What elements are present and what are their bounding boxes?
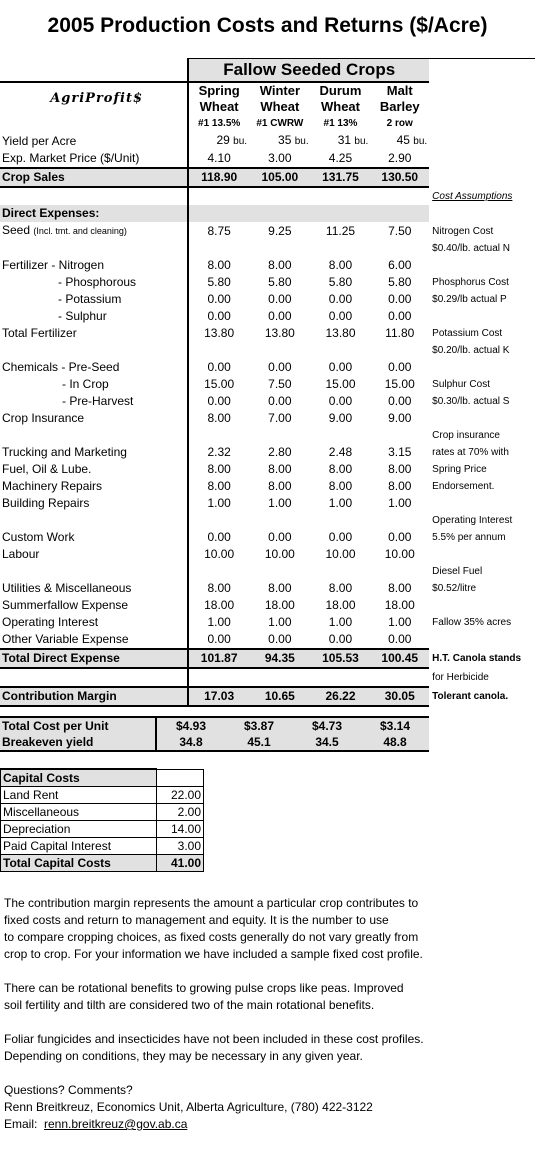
direct-expenses-header-row: Direct Expenses:: [0, 205, 535, 222]
section-header-row: [0, 59, 535, 83]
capital-row: Land Rent 22.00: [1, 787, 204, 804]
fertilizer-p-row: - Phosphorous 5.80 5.80 5.80 5.80 Phosphorus Cost: [58, 275, 509, 289]
capital-costs-total: Total Capital Costs 41.00: [1, 855, 204, 872]
agriprofit-logo: AgriProfit$: [50, 91, 144, 106]
blank-row: $0.20/lb. actual K: [0, 342, 535, 359]
cost-per-unit-table: [0, 716, 429, 752]
blank-row: Crop insurance: [0, 427, 535, 444]
contribution-margin-row: Contribution Margin 17.03 10.65 26.22 30.05 Tolerant canola.: [0, 687, 535, 706]
rotation-paragraph: There can be rotational benefits to growing pulse crops like peas. Improved soil fertility and tilth are considered two of the main rotational benefits.: [4, 981, 404, 1012]
fungicide-paragraph: Foliar fungicides and insecticides have not been included in these cost profiles. Depending on conditions, they may be necessary in any given year.: [4, 1032, 424, 1063]
blank-row: Operating Interest: [0, 512, 535, 529]
chem-incrop-row: - In Crop 15.00 7.50 15.00 15.00 Sulphur Cost: [62, 377, 490, 391]
other-variable-row: Other Variable Expense 0.00 0.00 0.00 0.00: [0, 631, 535, 649]
crop-insurance-row: Crop Insurance 8.00 7.00 9.00 9.00: [2, 411, 412, 425]
capital-row: Miscellaneous 2.00: [1, 804, 204, 821]
section-header: Fallow Seeded Crops: [188, 59, 429, 83]
crop-sales-row: Crop Sales 118.90 105.00 131.75 130.50: [0, 168, 535, 187]
custom-work-row: Custom Work 0.00 0.00 0.00 0.00 5.5% per annum: [2, 530, 506, 544]
blank-row: $0.40/lb. actual N: [0, 240, 535, 257]
blank-row: for Herbicide: [0, 668, 535, 687]
capital-costs-header: Capital Costs: [1, 769, 204, 787]
crop-grade-row: #1 13.5% #1 CWRW #1 13% 2 row: [0, 115, 535, 132]
operating-interest-row: Operating Interest 1.00 1.00 1.00 1.00 Fallow 35% acres: [2, 615, 512, 629]
utilities-row: Utilities & Miscellaneous 8.00 8.00 8.00 8.00 $0.52/litre: [2, 581, 477, 595]
contact-block: Questions? Comments? Renn Breitkreuz, Economics Unit, Alberta Agriculture, (780) 422-3122 Email: renn.breitkreuz@gov.ab.ca: [4, 1083, 373, 1131]
capital-row: Paid Capital Interest 3.00: [1, 838, 204, 855]
machinery-row: Machinery Repairs 8.00 8.00 8.00 8.00 Endorsement.: [2, 479, 495, 493]
total-fertilizer-row: Total Fertilizer 13.80 13.80 13.80 11.80 Potassium Cost: [2, 326, 503, 340]
labour-row: Labour 10.00 10.00 10.00 10.00: [2, 547, 415, 561]
cost-assumptions-header: Cost Assumptions: [432, 190, 513, 202]
spacer-row: [0, 187, 535, 205]
price-row: Exp. Market Price ($/Unit) 4.10 3.00 4.25 2.90: [0, 150, 535, 168]
total-cost-per-unit-row: Total Cost per Unit $4.93 $3.87 $4.73 $3.14: [0, 717, 429, 734]
fertilizer-n-row: Fertilizer - Nitrogen 8.00 8.00 8.00 6.00: [2, 258, 412, 272]
fertilizer-k-row: - Potassium 0.00 0.00 0.00 0.00 $0.29/lb actual P: [58, 292, 507, 306]
blank-row: Diesel Fuel: [0, 563, 535, 580]
building-row: Building Repairs 1.00 1.00 1.00 1.00: [2, 496, 412, 510]
trucking-row: Trucking and Marketing 2.32 2.80 2.48 3.15 rates at 70% with: [2, 445, 509, 459]
cost-table: [0, 58, 535, 707]
email-link[interactable]: renn.breitkreuz@gov.ab.ca: [44, 1117, 188, 1131]
contribution-margin-paragraph: The contribution margin represents the amount a particular crop contributes to fixed costs and return to management and equity. It is the number to use to compare cropping choices, as fixed costs generally do not vary greatly from crop to crop. For your information we have included a sample fixed cost profile.: [4, 896, 423, 961]
seed-row: Seed (Incl. tmt. and cleaning) 8.75 9.25 11.25 7.50 Nitrogen Cost: [0, 222, 535, 240]
fertilizer-s-row: - Sulphur 0.00 0.00 0.00 0.00: [58, 309, 412, 323]
breakeven-yield-row: Breakeven yield 34.8 45.1 34.5 48.8: [0, 734, 429, 751]
summerfallow-row: Summerfallow Expense 18.00 18.00 18.00 18.00: [2, 598, 415, 612]
crop-name-row-1: AgriProfit$ Spring Winter Durum Malt: [0, 82, 535, 99]
chem-preharvest-row: - Pre-Harvest 0.00 0.00 0.00 0.00 $0.30/lb. actual S: [62, 394, 510, 408]
capital-costs-table: [0, 768, 204, 872]
crop-name-row-2: Wheat Wheat Wheat Barley: [0, 99, 535, 115]
fuel-row: Fuel, Oil & Lube. 8.00 8.00 8.00 8.00 Spring Price: [2, 462, 487, 476]
capital-row: Depreciation 14.00: [1, 821, 204, 838]
yield-row: Yield per Acre 29 bu. 35 bu. 31 bu. 45 bu.: [0, 132, 535, 150]
page-title: 2005 Production Costs and Returns ($/Acre): [47, 14, 488, 37]
chem-preseed-row: Chemicals - Pre-Seed 0.00 0.00 0.00 0.00: [2, 360, 412, 374]
total-direct-row: Total Direct Expense 101.87 94.35 105.53 100.45 H.T. Canola stands: [0, 649, 535, 668]
